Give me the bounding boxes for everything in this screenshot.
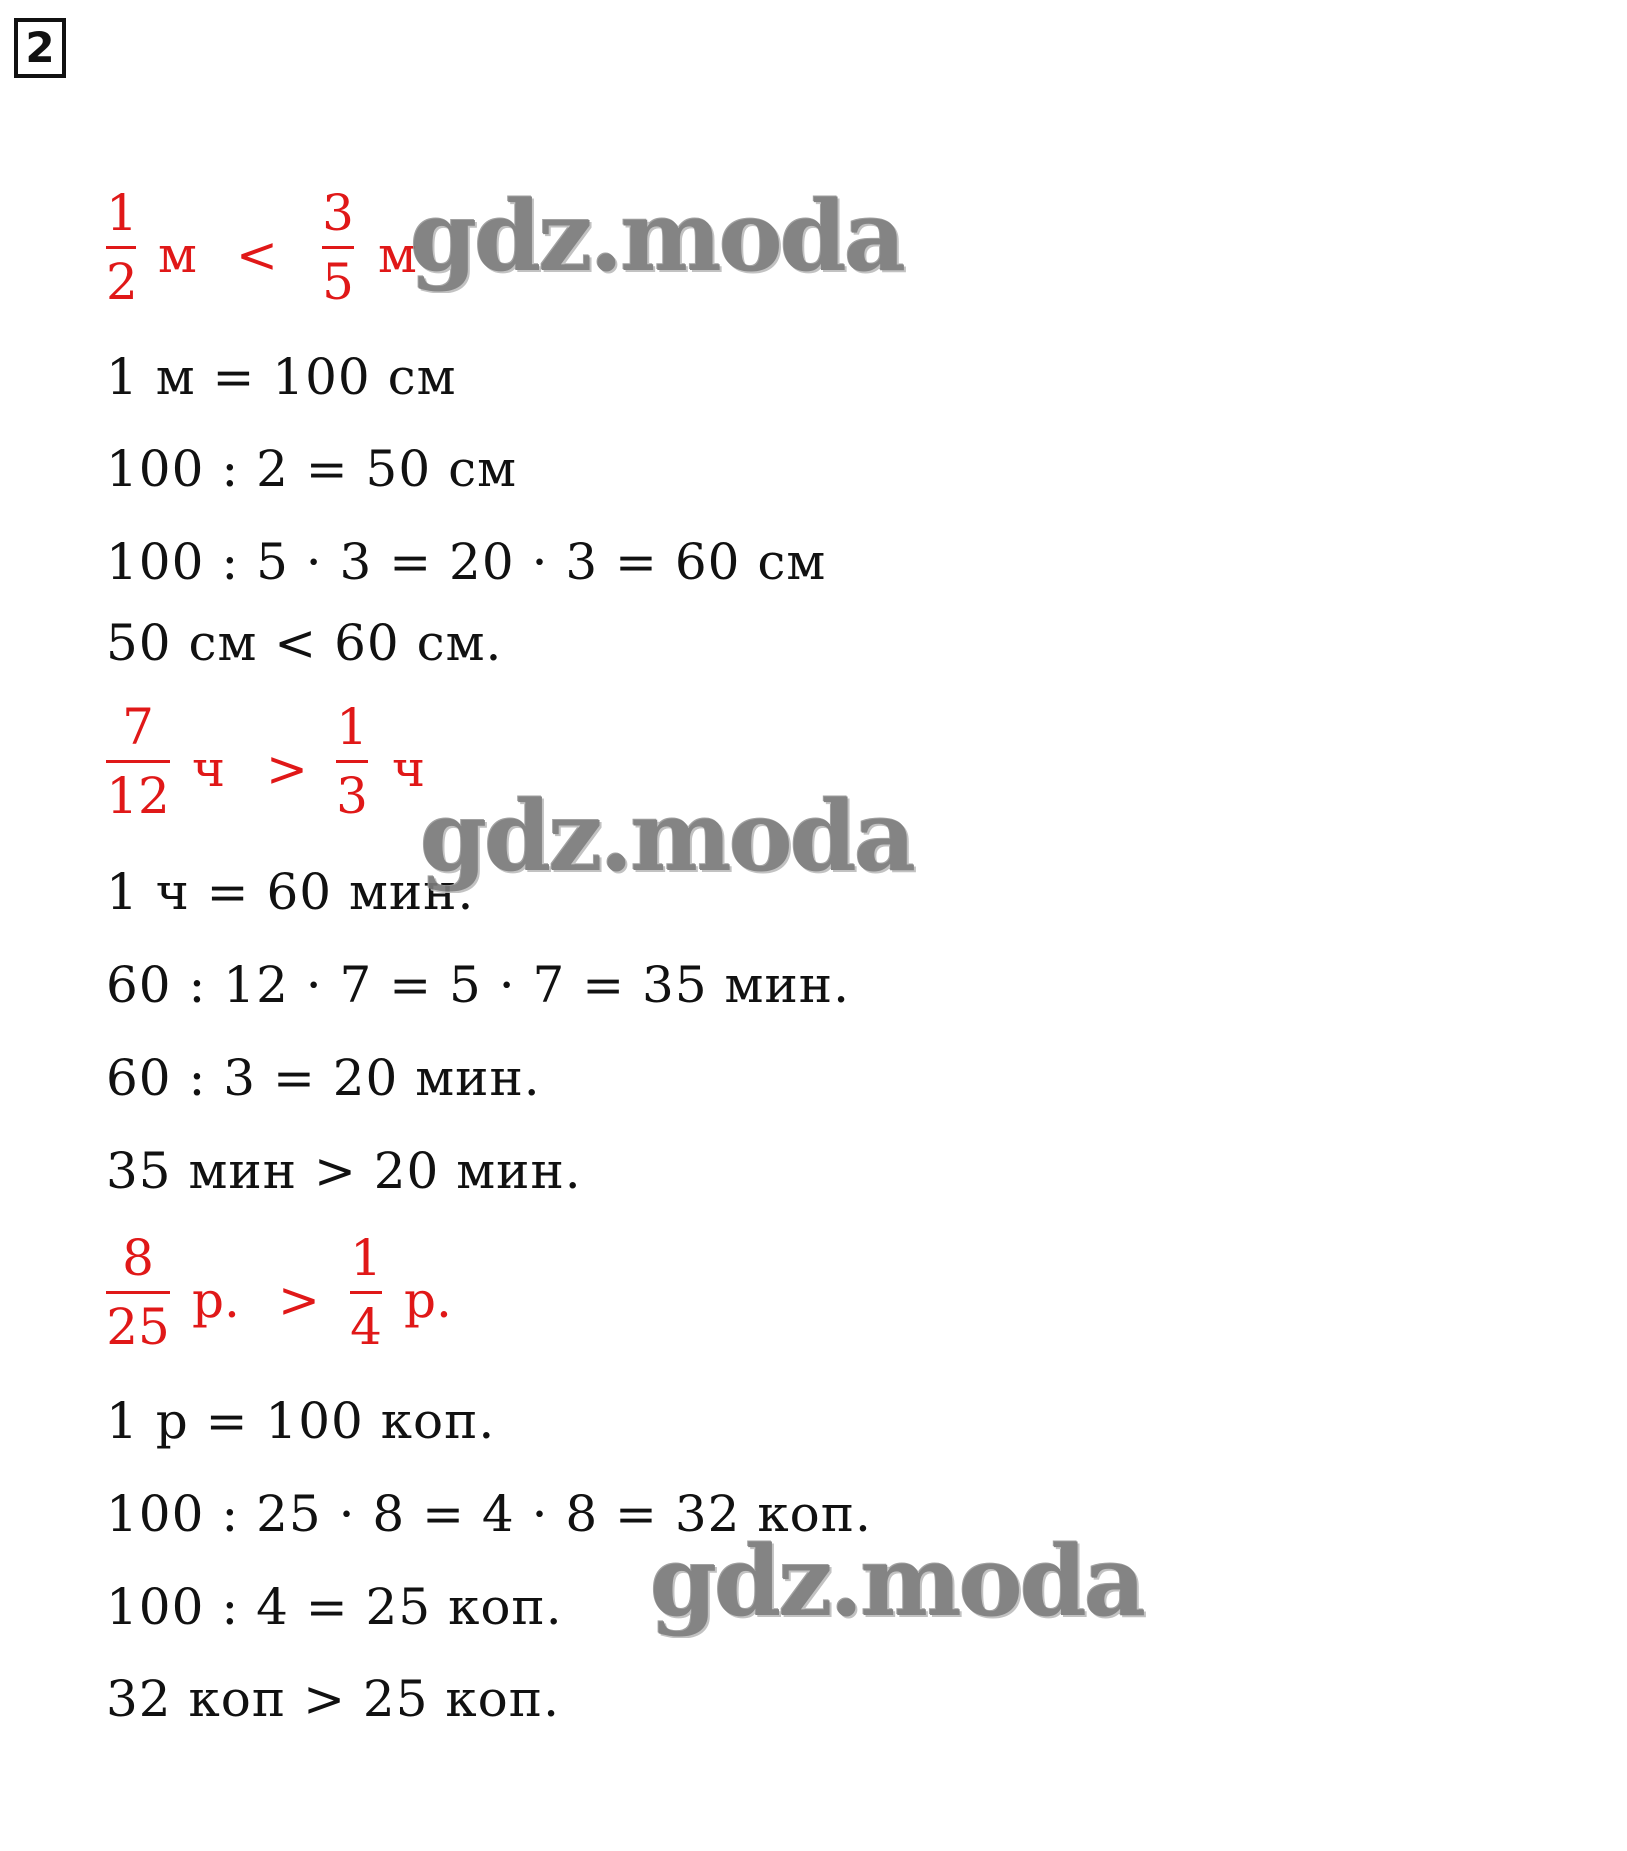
watermark-logo: gdz.moda	[420, 780, 914, 893]
fraction-bar	[106, 760, 170, 763]
unit-left: р.	[192, 1271, 240, 1329]
comparison-sign: <	[236, 226, 278, 284]
fraction-bar	[106, 1291, 170, 1294]
unit-left: м	[158, 226, 197, 284]
denominator: 5	[322, 253, 354, 311]
numerator: 3	[322, 184, 354, 242]
fraction-bar	[106, 246, 136, 249]
fraction-bar	[322, 246, 354, 249]
watermark-logo: gdz.moda	[650, 1525, 1144, 1638]
solution-line: 100 : 5 · 3 = 20 · 3 = 60 см	[106, 533, 827, 591]
denominator: 12	[106, 767, 170, 825]
numerator: 8	[122, 1229, 154, 1287]
fraction-2-right	[336, 698, 368, 825]
numerator: 1	[106, 184, 138, 242]
solution-line: 1 м = 100 см	[106, 348, 457, 406]
denominator: 2	[106, 253, 138, 311]
solution-line: 100 : 2 = 50 см	[106, 440, 517, 498]
fraction-3-left	[106, 1229, 170, 1356]
unit-right: ч	[392, 740, 426, 798]
fraction-1-right	[322, 184, 354, 311]
task-number-box: 2	[14, 18, 66, 78]
unit-left: ч	[192, 740, 226, 798]
denominator: 25	[106, 1298, 170, 1356]
solution-line: 1 ч = 60 мин.	[106, 863, 475, 921]
numerator: 1	[350, 1229, 382, 1287]
solution-line: 32 коп > 25 коп.	[106, 1670, 560, 1728]
solution-line: 50 см < 60 см.	[106, 614, 503, 672]
denominator: 4	[350, 1298, 382, 1356]
numerator: 7	[122, 698, 154, 756]
denominator: 3	[336, 767, 368, 825]
comparison-sign: >	[278, 1271, 320, 1329]
fraction-bar	[336, 760, 368, 763]
solution-line: 100 : 4 = 25 коп.	[106, 1578, 563, 1636]
solution-line: 60 : 12 · 7 = 5 · 7 = 35 мин.	[106, 956, 850, 1014]
unit-right: м	[378, 226, 417, 284]
unit-right: р.	[404, 1271, 452, 1329]
fraction-bar	[350, 1291, 382, 1294]
fraction-1-left	[106, 184, 138, 311]
fraction-3-right	[350, 1229, 382, 1356]
solution-line: 60 : 3 = 20 мин.	[106, 1049, 541, 1107]
comparison-sign: >	[266, 740, 308, 798]
solution-line: 35 мин > 20 мин.	[106, 1142, 582, 1200]
numerator: 1	[336, 698, 368, 756]
watermark-logo: gdz.moda	[410, 180, 904, 293]
solution-line: 1 р = 100 коп.	[106, 1392, 496, 1450]
solution-line: 100 : 25 · 8 = 4 · 8 = 32 коп.	[106, 1485, 872, 1543]
fraction-2-left	[106, 698, 170, 825]
